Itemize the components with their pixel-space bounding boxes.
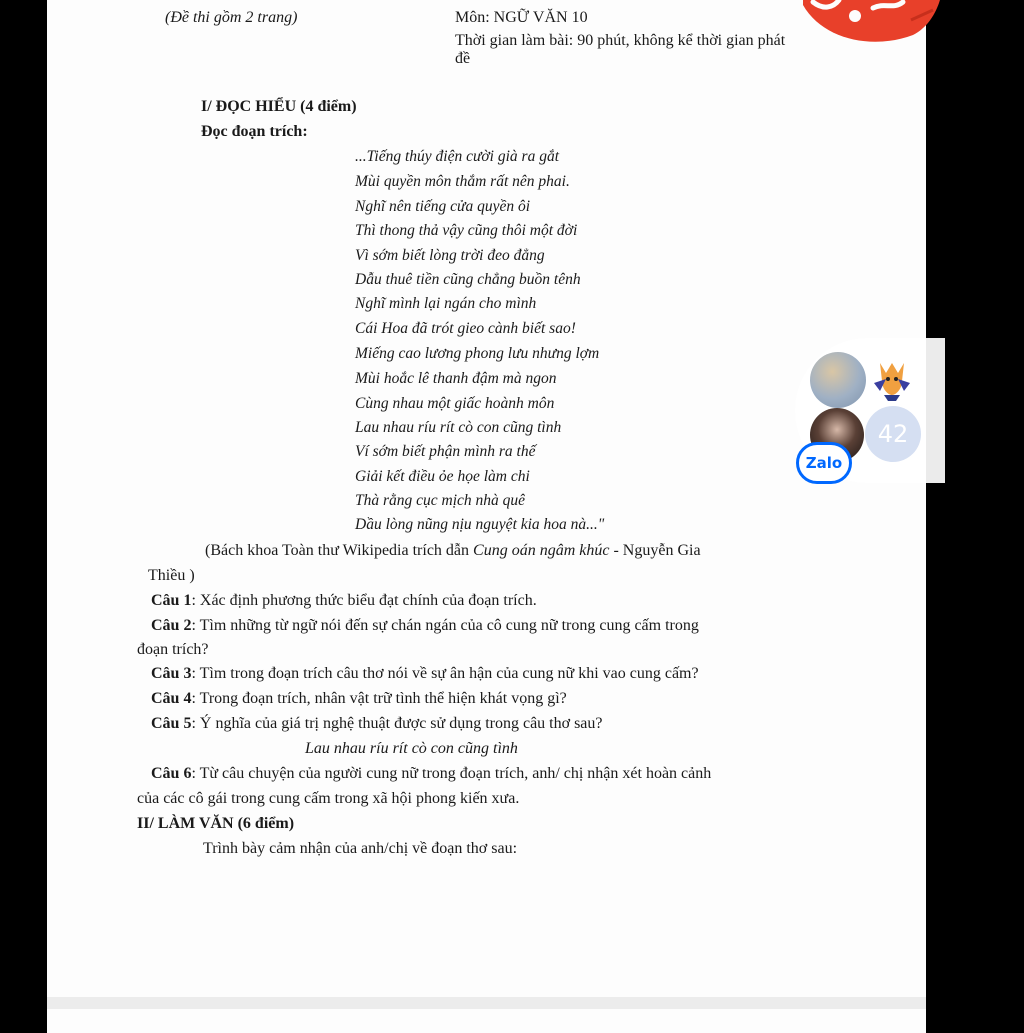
writing-prompt: Trình bày cảm nhận của anh/chị về đoạn thơ sau: xyxy=(203,840,518,857)
page-break xyxy=(47,997,926,1009)
poem-line: Cùng nhau một giấc hoành môn xyxy=(355,395,555,412)
read-excerpt-label: Đọc đoạn trích: xyxy=(201,123,308,140)
poem-line: Cái Hoa đã trót gieo cành biết sao! xyxy=(355,320,576,337)
question-3 xyxy=(151,664,699,684)
poem-line: Vì sớm biết lòng trời đeo đẳng xyxy=(355,247,545,264)
question-label: Câu 5 xyxy=(151,715,192,732)
poem-line: ...Tiếng thúy điện cười già ra gắt xyxy=(355,148,560,165)
question-label: Câu 4 xyxy=(151,690,192,707)
poem-line: Nghĩ nên tiếng cửa quyền ôi xyxy=(355,198,531,215)
mascot-sticker-icon xyxy=(866,355,918,403)
source-citation-cont: Thiều ) xyxy=(148,567,195,584)
subject-label: Môn: NGỮ VĂN 10 xyxy=(455,9,588,26)
section-reading-title: I/ ĐỌC HIỂU (4 điểm) xyxy=(201,98,357,115)
question-text: : Xác định phương thức biểu đạt chính của đoạn trích. xyxy=(191,592,537,609)
question-label: Câu 6 xyxy=(151,765,192,782)
poem-line: Mùi quyền môn thắm rất nên phai. xyxy=(355,173,570,190)
poem-line: Giải kết điều ỏe họe làm chi xyxy=(355,468,530,485)
question-text: : Ý nghĩa của giá trị nghệ thuật được sử dụng trong câu thơ sau? xyxy=(191,715,603,732)
poem-line: Dầu lòng nũng nịu nguyệt kia hoa nà..." xyxy=(355,516,605,533)
zalo-logo-icon[interactable]: Zalo xyxy=(796,442,852,484)
poem-line: Thì thong thả vậy cũng thôi một đời xyxy=(355,222,578,239)
question-2-cont: đoạn trích? xyxy=(137,641,209,658)
poem-line: Dẫu thuê tiền cũng chẳng buồn tênh xyxy=(355,271,581,288)
question-text: : Từ câu chuyện của người cung nữ trong đoạn trích, anh/ chị nhận xét hoàn cảnh xyxy=(191,765,712,782)
source-citation xyxy=(205,541,701,561)
poem-line: Nghĩ mình lại ngán cho mình xyxy=(355,295,537,312)
question-2 xyxy=(151,616,699,636)
poem-line: Ví sớm biết phận mình ra thế xyxy=(355,443,536,460)
source-text: (Bách khoa Toàn thư Wikipedia trích dẫn xyxy=(205,542,474,559)
source-author: - Nguyễn Gia xyxy=(609,542,701,559)
question-4 xyxy=(151,689,567,709)
question-text: : Tìm những từ ngữ nói đến sự chán ngán của cô cung nữ trong cung cấm trong xyxy=(191,617,699,634)
question-5-quote: Lau nhau ríu rít cò con cũng tình xyxy=(305,740,518,757)
section-writing-title: II/ LÀM VĂN (6 điểm) xyxy=(137,815,295,832)
question-label: Câu 2 xyxy=(151,617,192,634)
floral-ornament-icon xyxy=(793,0,943,48)
question-5 xyxy=(151,714,603,734)
question-1 xyxy=(151,591,537,611)
question-label: Câu 1 xyxy=(151,592,192,609)
exam-page xyxy=(47,0,926,1033)
chat-avatar[interactable] xyxy=(810,352,866,408)
question-6-cont: của các cô gái trong cung cấm trong xã hội phong kiến xưa. xyxy=(137,790,520,807)
time-limit-line1: Thời gian làm bài: 90 phút, không kể thời gian phát xyxy=(455,32,786,49)
question-text: : Trong đoạn trích, nhân vật trữ tình thể hiện khát vọng gì? xyxy=(191,690,567,707)
source-work-title: Cung oán ngâm khúc xyxy=(473,542,610,559)
question-6 xyxy=(151,764,711,784)
poem-line: Mùi hoắc lê thanh đậm mà ngon xyxy=(355,370,557,387)
pages-note: (Đề thi gồm 2 trang) xyxy=(165,9,298,26)
poem-line: Miếng cao lương phong lưu nhưng lợm xyxy=(355,345,600,362)
question-label: Câu 3 xyxy=(151,665,192,682)
poem-line: Thà rằng cục mịch nhà quê xyxy=(355,492,526,509)
question-text: : Tìm trong đoạn trích câu thơ nói về sự ân hận của cung nữ khi vao cung cấm? xyxy=(191,665,699,682)
poem-line: Lau nhau ríu rít cò con cũng tình xyxy=(355,419,562,436)
time-limit-line2: đề xyxy=(455,50,471,67)
unread-count-badge[interactable]: 42 xyxy=(865,406,921,462)
